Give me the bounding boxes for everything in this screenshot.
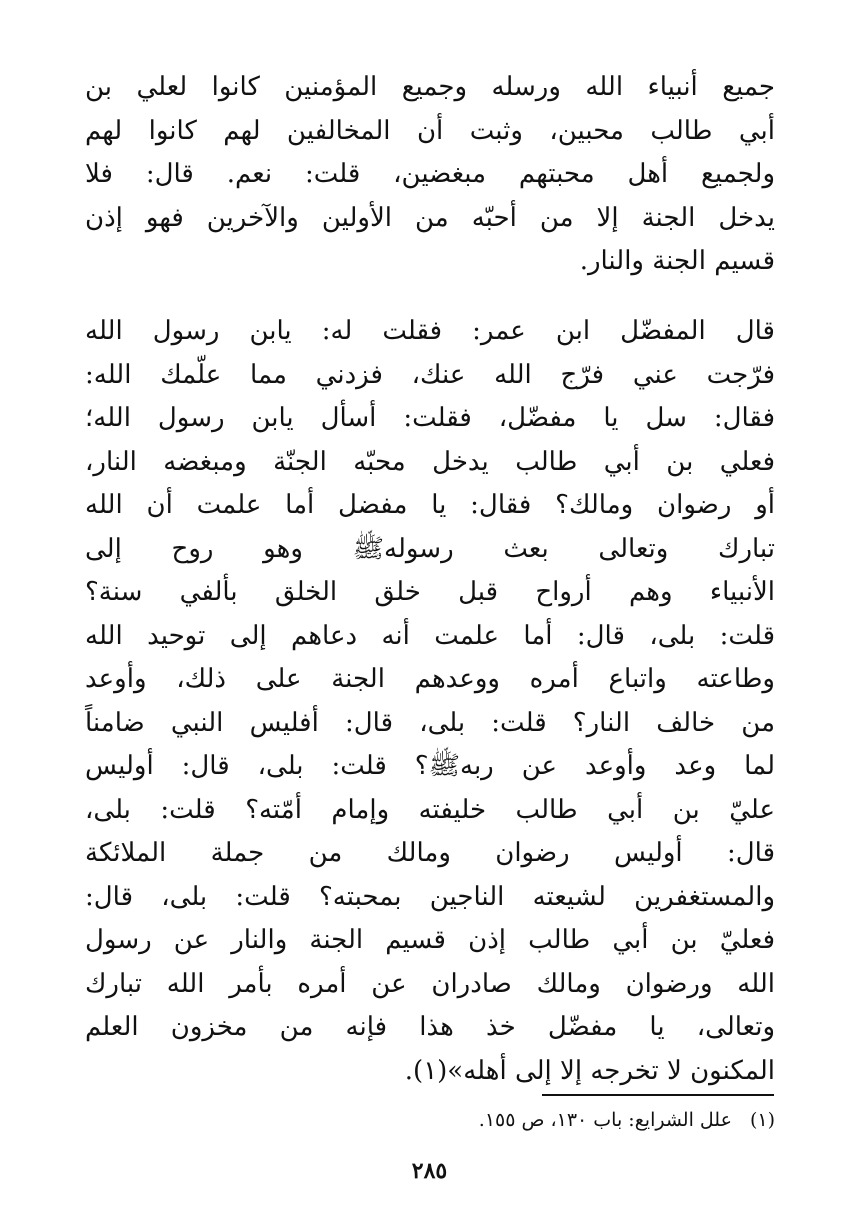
footnote-marker: (١) [749, 1109, 775, 1131]
text-line: أبي طالب محبين، وثبت أن المخالفين لهم كانوا لهم [85, 115, 775, 146]
footnote [479, 1106, 775, 1134]
text-line: قال: أوليس رضوان ومالك من جملة الملائكة [85, 838, 775, 868]
text-line: المكنون لا تخرجه إلا إلى أهله»(١). [404, 1055, 775, 1086]
text-line: قسيم الجنة والنار. [579, 246, 775, 276]
text-line: الله ورضوان ومالك صادران عن أمره بأمر الله تبارك [85, 968, 775, 999]
text-line: ولجميع أهل محبتهم مبغضين، قلت: نعم. قال: فلا [85, 159, 775, 189]
text-line: فقال: سل يا مفضّل، فقلت: أسأل يابن رسول الله؛ [85, 403, 775, 433]
text-line: أو رضوان ومالك؟ فقال: يا مفضل أما علمت أن الله [85, 490, 775, 520]
text-line: فرّجت عني فرّج الله عنك، فزدني مما علّمك الله: [85, 359, 775, 390]
paragraph-2 [85, 310, 775, 1093]
text-line: وطاعته واتباع أمره ووعدهم الجنة على ذلك، وأوعد [85, 664, 775, 694]
footnote-text: علل الشرايع: باب ١٣٠، ص ١٥٥. [478, 1109, 732, 1131]
text-line: جميع أنبياء الله ورسله وجميع المؤمنين كانوا لعلي بن [85, 72, 775, 102]
text-line: يدخل الجنة إلا من أحبّه من الأولين والآخرين فهو إذن [85, 202, 775, 233]
text-line: عليّ بن أبي طالب خليفته وإمام أمّته؟ قلت: بلى، [85, 794, 775, 825]
text-line: من خالف النار؟ قلت: بلى، قال: أفليس النبي ضامناً [85, 707, 775, 738]
text-line: فعليّ بن أبي طالب إذن قسيم الجنة والنار عن رسول [85, 925, 775, 955]
text-line: لما وعد وأوعد عن ربهﷺ؟ قلت: بلى، قال: أوليس [85, 751, 775, 781]
text-line: والمستغفرين لشيعته الناجين بمحبته؟ قلت: بلى، قال: [85, 881, 775, 912]
text-line: قال المفضّل ابن عمر: فقلت له: يابن رسول الله [85, 316, 775, 346]
text-line: فعلي بن أبي طالب يدخل محبّه الجنّة ومبغضه النار، [85, 446, 775, 477]
text-line: قلت: بلى، قال: أما علمت أنه دعاهم إلى توحيد الله [85, 620, 775, 651]
text-line: تبارك وتعالى بعث رسولهﷺ وهو روح إلى [85, 533, 775, 564]
paragraph-1 [85, 66, 775, 284]
text-line: وتعالى، يا مفضّل خذ هذا فإنه من مخزون العلم [85, 1012, 775, 1042]
footnote-separator [542, 1094, 774, 1096]
page-number: ٢٨٥ [411, 1158, 448, 1184]
text-line: الأنبياء وهم أرواح قبل خلق الخلق بألفي سنة؟ [85, 577, 775, 607]
